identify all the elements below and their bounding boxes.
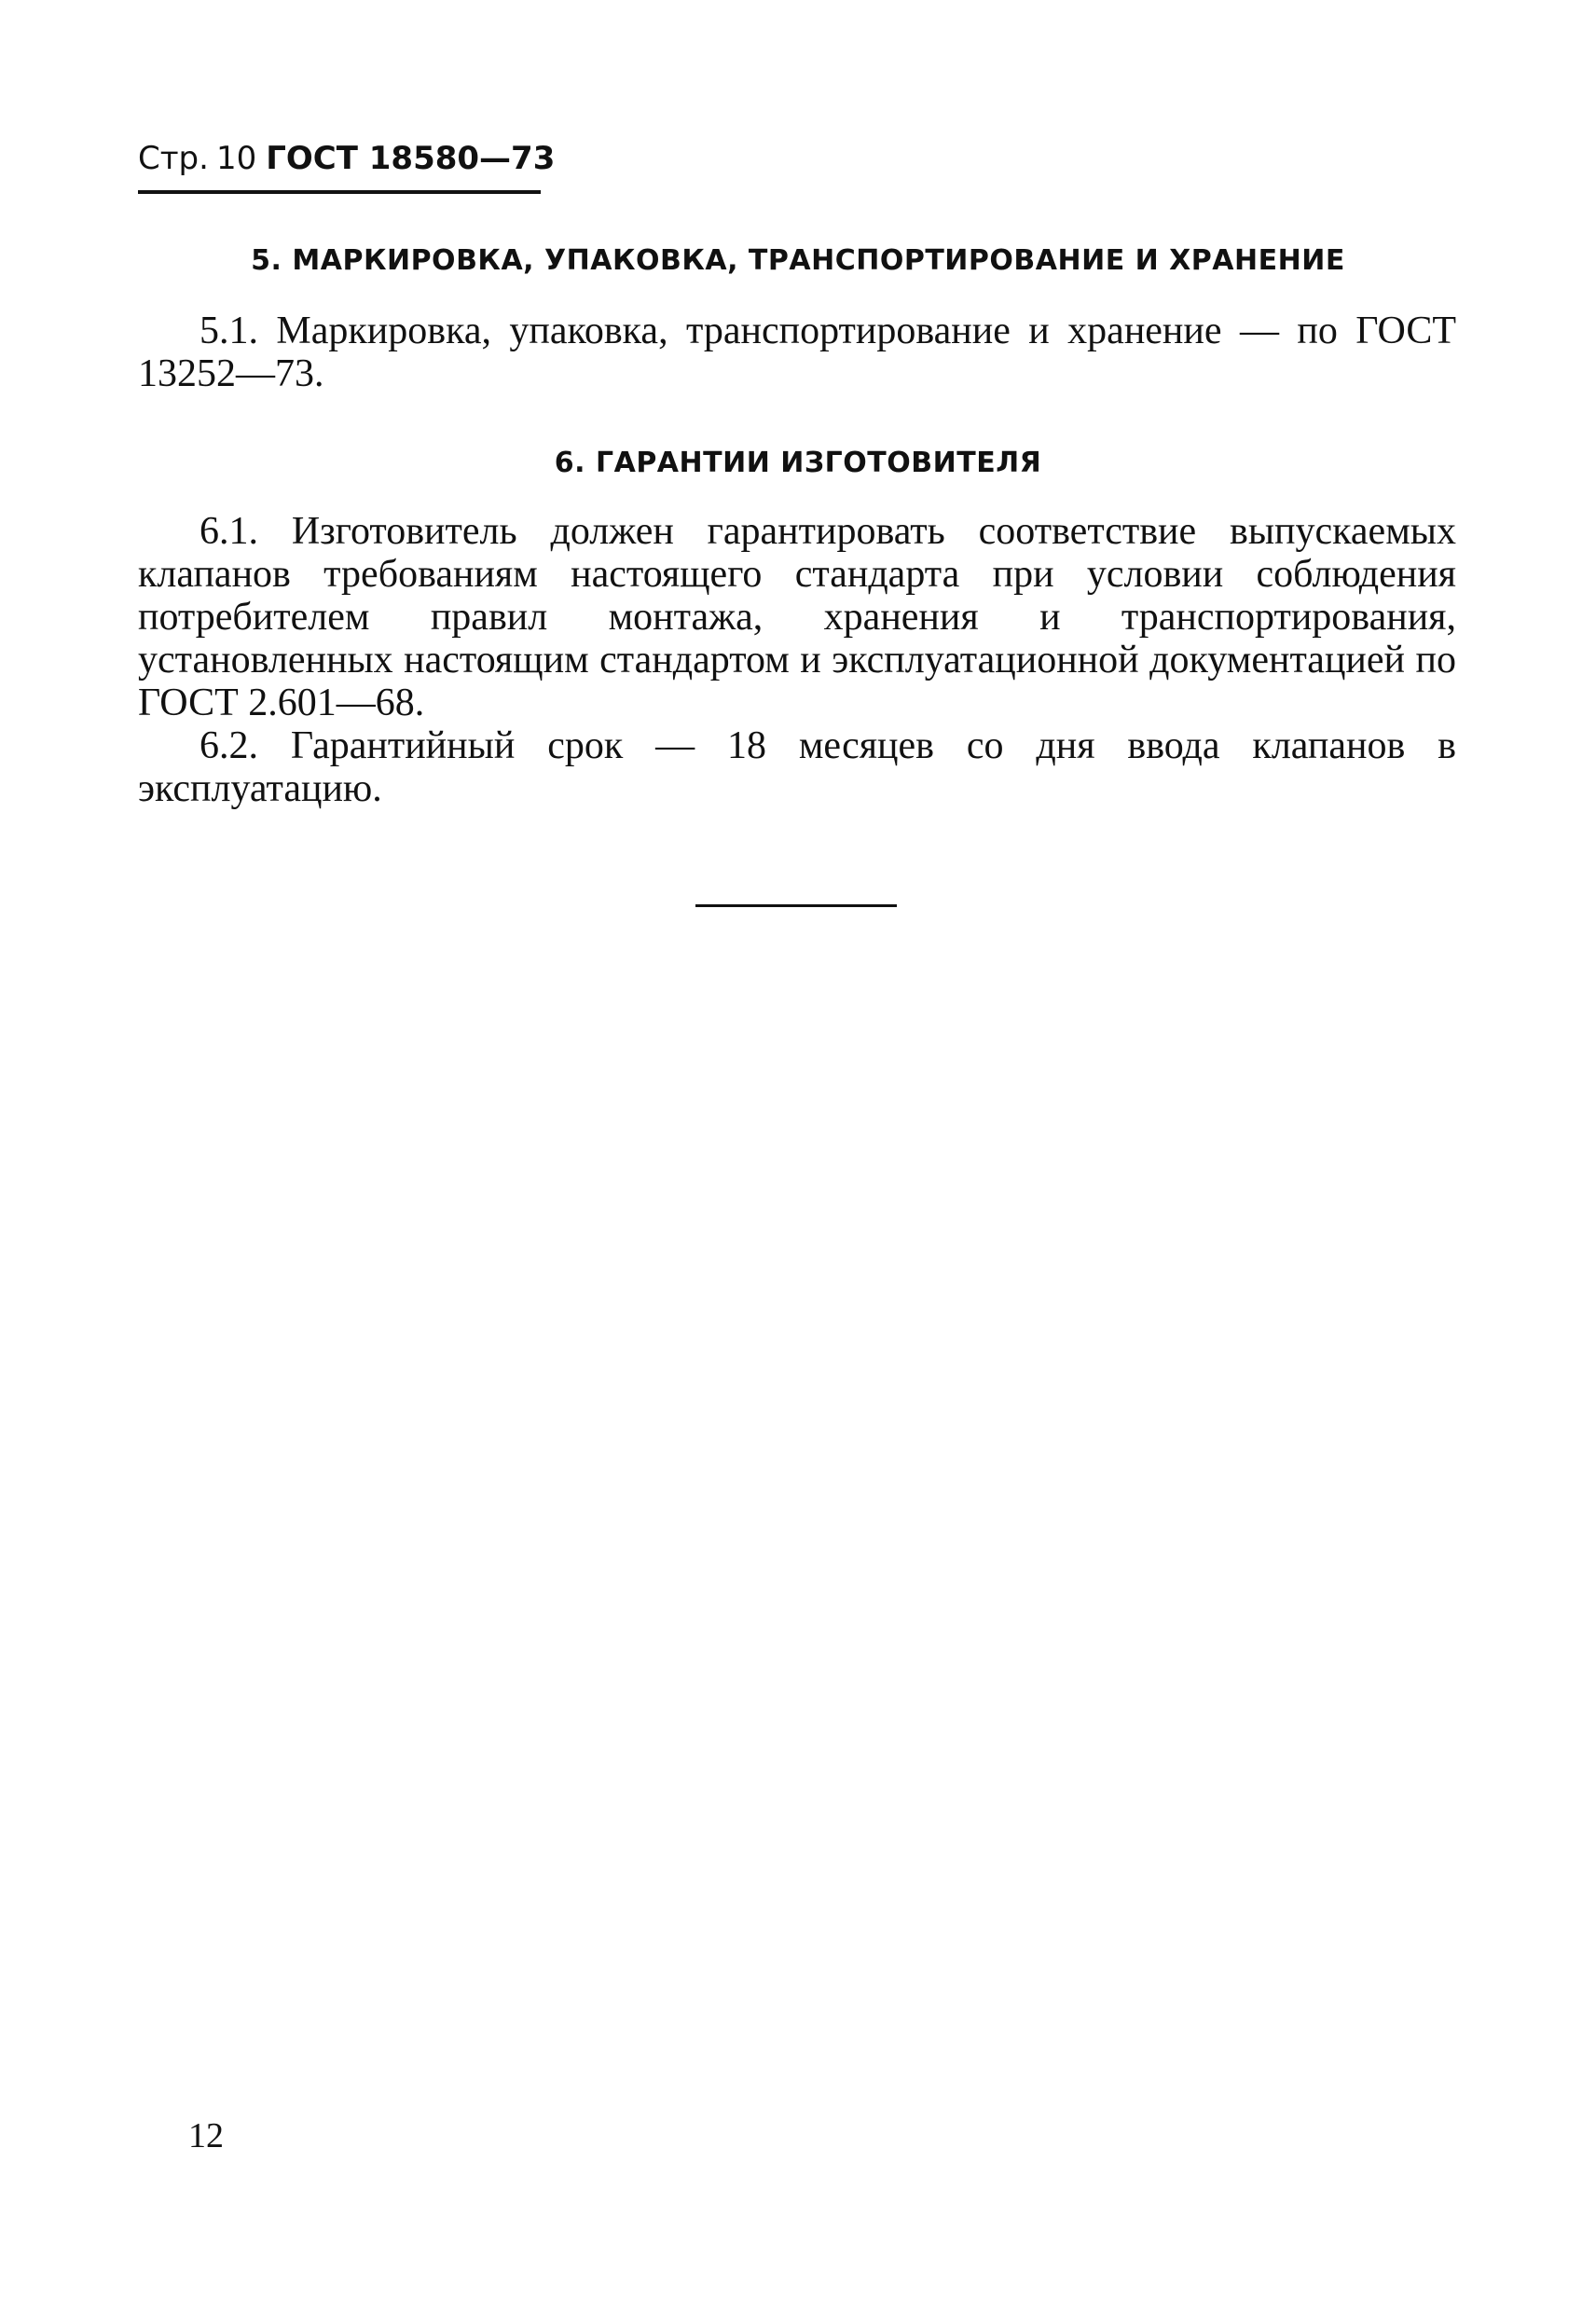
running-header <box>138 140 556 194</box>
page-label: Стр. <box>138 140 209 177</box>
paragraph-6-2: 6.2. Гарантийный срок — 18 месяцев со дня ввода клапанов в эксплуатацию. <box>138 724 1456 810</box>
section-6-title: 6. ГАРАНТИИ ИЗГОТОВИТЕЛЯ <box>554 447 1042 479</box>
footer-page-number: 12 <box>188 2116 224 2155</box>
section-6-body <box>138 510 1456 810</box>
standard-designation: ГОСТ 18580—73 <box>266 140 556 177</box>
paragraph-6-1: 6.1. Изготовитель должен гарантировать соответствие выпускаемых клапанов требованиям настоящего стандарта при условии соблюдения потребителем правил монтажа, хранения и транспортирования, установленных настоящим стандартом и эксплуатационной документацией по ГОСТ 2.601—68. <box>138 510 1456 724</box>
paragraph-5-1: 5.1. Маркировка, упаковка, транспортирование и хранение — по ГОСТ 13252—73. <box>138 310 1456 395</box>
section-5-title: 5. МАРКИРОВКА, УПАКОВКА, ТРАНСПОРТИРОВАНИЕ И ХРАНЕНИЕ <box>251 244 1345 277</box>
header-page-number: 10 <box>215 140 257 177</box>
section-5-body <box>138 310 1456 395</box>
end-of-text-rule <box>695 904 897 907</box>
